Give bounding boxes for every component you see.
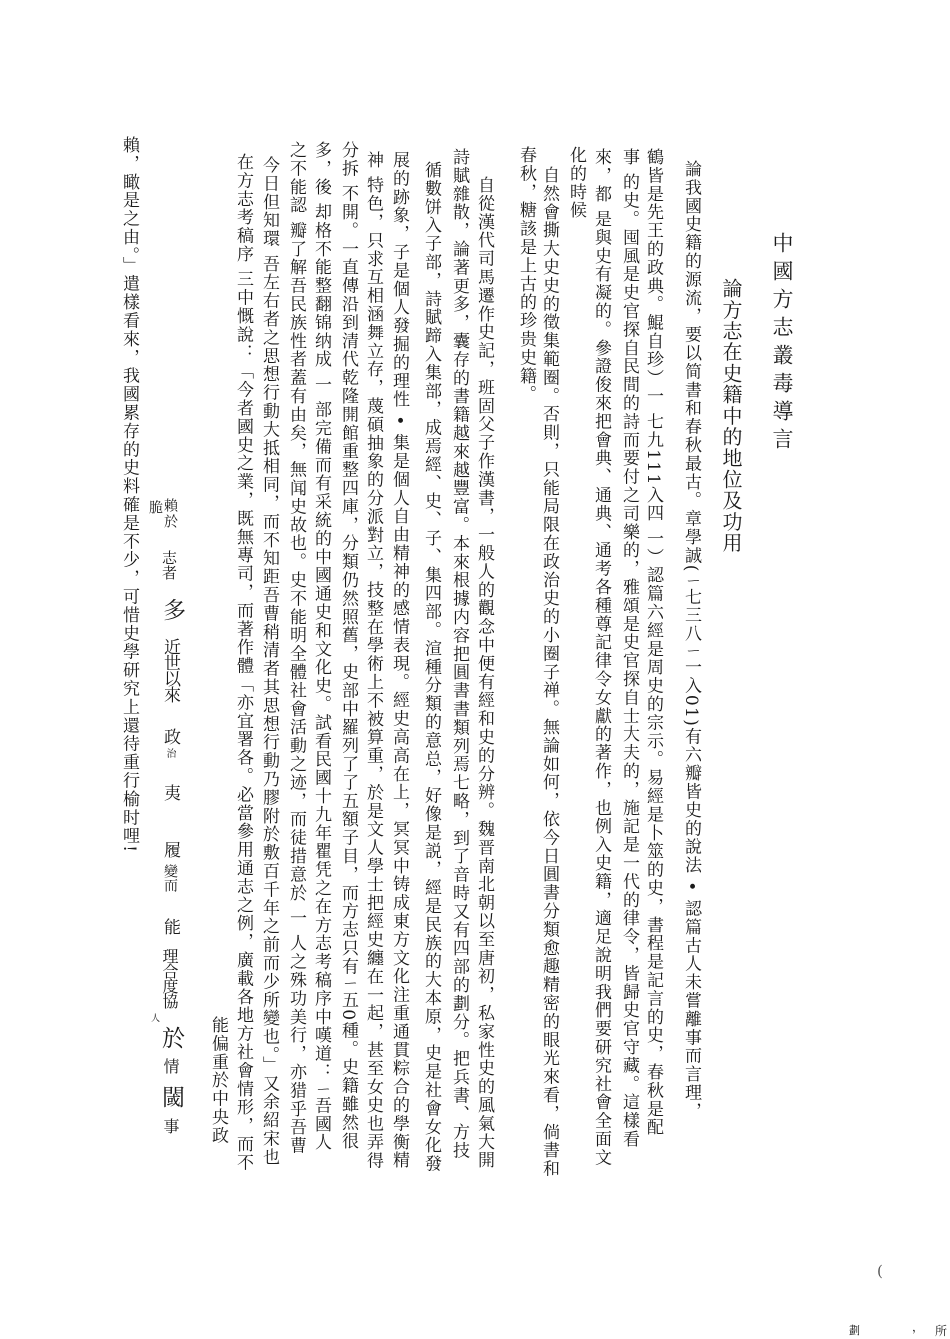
- text-column: 今日但知環 吾左右者之思想行動大抵相同，而不知距吾曹稍清者其思想行動乃膠附於敷百千年之前而少所變也。」又余紹宋也: [259, 156, 279, 1167]
- scattered-fragment: 脆: [147, 500, 163, 514]
- scattered-fragment: 變而: [162, 864, 178, 892]
- scattered-fragment: 情: [161, 1058, 180, 1074]
- text-column: 春秋，糖該是上古的珍贵史籍。: [516, 146, 536, 404]
- scattered-fragment: 於: [162, 514, 178, 528]
- text-column: 論我國史籍的源流，要以简書和春秋最古。章學誠(ㄧ七三八ㄧ一入01)有六瓣皆史的說法 • 認篇古人未嘗離事而言理，: [681, 160, 701, 1121]
- text-column: 鶴皆是先王的政典。鯤自珍）一 七九111入四 一）認篇六經是周史的宗示。易經是卜筮的史，書程是記言的史，春秋是配: [643, 148, 663, 1137]
- scattered-fragment: 理合度協: [160, 948, 179, 1008]
- scattered-fragment: 賴: [162, 498, 178, 512]
- text-column: 展的跡象，子是個人發掘的理性 • 集是個人自由精神的感情表現。經史高高在上，冥冥中铸成東方文化注重通貫粽合的學衡精: [389, 151, 409, 1170]
- text-column: 在方志考稿序 三中慨說：「今者國史之業，既無專司，而著作體「亦宜署各。必當參用通志之例，廣載各地方社會情形，而不: [233, 153, 253, 1172]
- scattered-fragment: 近世以來: [160, 638, 180, 702]
- scattered-fragment: 閾: [158, 1085, 184, 1108]
- footer-mark: 劃: [849, 1324, 860, 1337]
- text-column: 詩賦雜散，論著更多，囊存的書籍越來越豐富。本來根據内容把圓書書類列焉七略，到了音時又有四部的劃分。把兵書、方技: [449, 148, 469, 1160]
- text-column: 自從漢代司馬遷作史記，班固父子作漢書，一般人的觀念中便有經和史的分辨。魏晋南北朝以至唐初，私家性史的風氣大開: [474, 176, 494, 1170]
- text-column: 之不能認 瓣了解吾民族性者蓋有由矣，無闻史故也。史不能明全體社會活動之迹，而徒措意於 一 人之殊功美行，亦猎乎吾曹: [286, 141, 306, 1156]
- scattered-fragment: 多: [159, 598, 185, 621]
- text-column: 分拆 不開。一直傳沿到清代乾隆開館重整四庫，分類仍然照舊，史部中羅列了了五額子目，而方志只有ㄧ五0種。史籍雖然很: [338, 141, 358, 1151]
- scattered-fragment: 治: [164, 748, 175, 758]
- footer-mark: ，: [912, 1320, 925, 1334]
- text-column: 自然會撕大史史的徵集範圈。否則，只能局限在政治史的小圈子禅。無論如何，依今日圓書分類愈趣精密的眼光來看，倘書和: [539, 166, 559, 1178]
- section-heading: 論方志在史籍中的地位及功用: [719, 278, 743, 554]
- text-column: 循數饼入子部，詩賦蹄入集部，成焉經、史、子、集四部。渲種分類的意总，好像是説，經是民族的大本原，史是社會女化發: [421, 161, 441, 1173]
- scattered-fragment: 政: [160, 728, 180, 745]
- text-column: 神 特色，只求互相涵舞立存，蔑碩抽象的分派對立，技整在學術上不被算重，於是文人學士把經史纏在一起，甚至女史也弄得: [363, 151, 383, 1170]
- scattered-fragment: 履: [160, 841, 180, 858]
- footer-mark: (: [877, 1262, 883, 1280]
- footer-mark: 所: [935, 1324, 948, 1338]
- scattered-fragment: 夷: [160, 784, 180, 801]
- scattered-fragment: 志: [160, 550, 178, 565]
- text-column: 多，後 却格不能整翻锦纳成 一 部完備而有采統的中國通史和文化史。試看民國十九年瞿凭之在方志考稿序中嘆道：ㄧ吾國人: [311, 141, 331, 1152]
- text-column: 賴，瞰是之由。」遣樣看來，我國累存的史料確是不少，可惜史學研究上還待重行榆时哩!: [119, 136, 139, 854]
- text-column: 事 的史。囤風是史官探自民間的詩而要付之司樂的，雅頌是史官探自士大夫的，施記是一代的律令，皆歸史官守藏。這樣看: [619, 148, 639, 1149]
- text-column: 能偏重於中央政: [208, 1016, 228, 1145]
- document-title: 中國方志叢毒導言: [770, 232, 794, 456]
- text-column: 化的時候: [566, 146, 586, 220]
- scattered-fragment: 能: [160, 918, 180, 935]
- scattered-fragment: 者: [160, 565, 178, 580]
- scattered-fragment: 於: [158, 1026, 184, 1049]
- scattered-fragment: 人: [149, 1013, 159, 1022]
- text-column: 來，都 是與史有凝的。參證俊來把會典、通典、通考各種尊記律令女獻的著作，也例入史籍，適足說明我們要研究社會全面文: [591, 148, 611, 1167]
- scattered-fragment: 事: [161, 1118, 180, 1134]
